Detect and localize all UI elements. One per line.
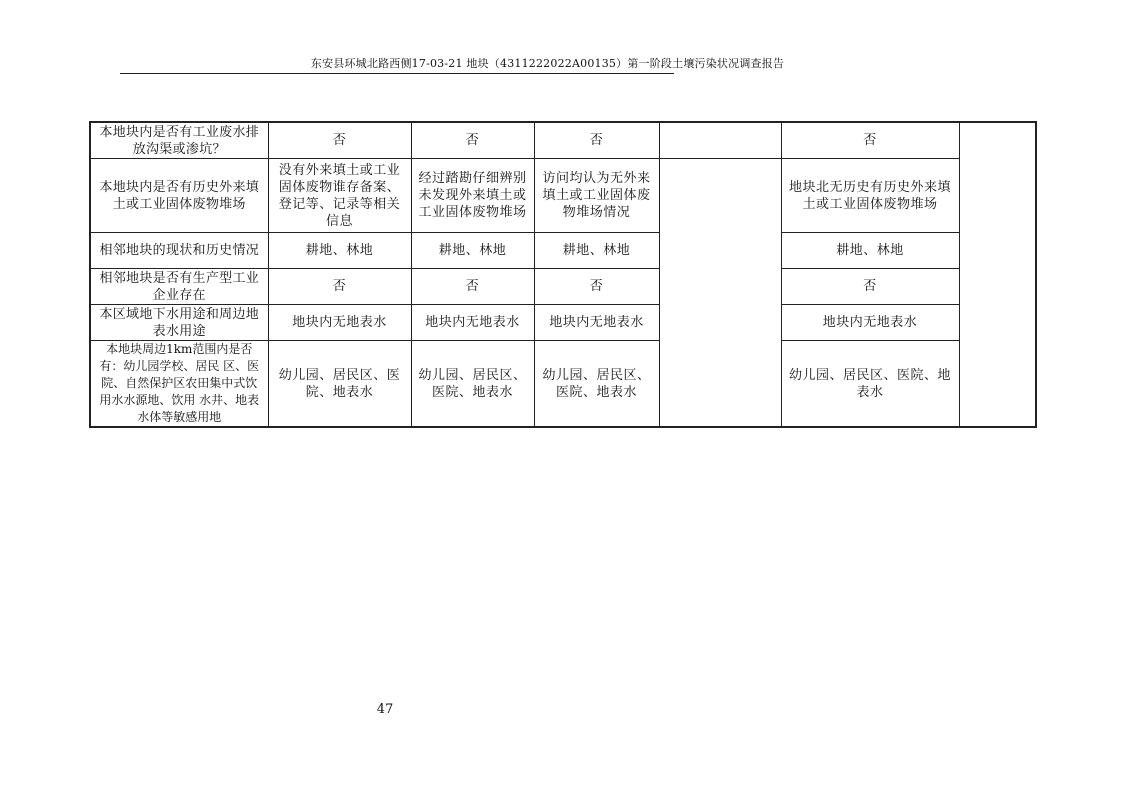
answer-cell: 幼儿园、居民区、医院、地表水 bbox=[534, 341, 659, 428]
answer-cell: 访问均认为无外来填土或工业固体废物堆场情况 bbox=[534, 159, 659, 233]
answer-cell: 幼儿园、居民区、医院、地表水 bbox=[268, 341, 411, 428]
answer-cell: 否 bbox=[781, 269, 959, 305]
question-cell: 本地块内是否有工业废水排放沟渠或渗坑？ bbox=[90, 122, 268, 159]
answer-cell: 否 bbox=[268, 122, 411, 159]
answer-cell: 地块北无历史有历史外来填土或工业固体废物堆场 bbox=[781, 159, 959, 233]
answer-cell: 耕地、林地 bbox=[411, 233, 534, 269]
answer-cell: 否 bbox=[534, 122, 659, 159]
page-header-title: 东安县环城北路西侧17-03-21 地块（4311222022A00135）第一阶段土壤污染状况调查报告 bbox=[310, 57, 785, 70]
table-row bbox=[90, 341, 1036, 428]
header-divider bbox=[120, 73, 674, 74]
table-row bbox=[90, 159, 1036, 233]
answer-cell: 地块内无地表水 bbox=[411, 305, 534, 341]
answer-cell: 地块内无地表水 bbox=[268, 305, 411, 341]
answer-cell: 否 bbox=[411, 269, 534, 305]
table-row bbox=[90, 269, 1036, 305]
question-cell: 本地块内是否有历史外来填土或工业固体废物堆场 bbox=[90, 159, 268, 233]
answer-cell: 地块内无地表水 bbox=[534, 305, 659, 341]
question-cell: 相邻地块的现状和历史情况 bbox=[90, 233, 268, 269]
remarks-cell bbox=[959, 122, 1036, 427]
survey-table bbox=[89, 121, 1037, 428]
answer-cell: 地块内无地表水 bbox=[781, 305, 959, 341]
question-cell: 本区域地下水用途和周边地表水用途 bbox=[90, 305, 268, 341]
answer-cell: 幼儿园、居民区、医院、地表水 bbox=[411, 341, 534, 428]
merged-empty-cell bbox=[659, 159, 781, 428]
answer-cell: 没有外来填土或工业固体废物谁存备案、登记等、记录等相关信息 bbox=[268, 159, 411, 233]
answer-cell: 幼儿园、居民区、医院、地表水 bbox=[781, 341, 959, 428]
page-number: 47 bbox=[376, 702, 394, 717]
answer-cell: 否 bbox=[781, 122, 959, 159]
question-cell: 本地块周边1km范围内是否有：幼儿园学校、居民 区、医院、自然保护区农田集中式饮用水水源地、饮用 水井、地表水体等敏感用地 bbox=[90, 341, 268, 428]
question-cell: 相邻地块是否有生产型工业企业存在 bbox=[90, 269, 268, 305]
table-row bbox=[90, 233, 1036, 269]
table-row bbox=[90, 122, 1036, 159]
empty-cell bbox=[659, 122, 781, 159]
answer-cell: 经过踏勘仔细辨别未发现外来填土或工业固体废物堆场 bbox=[411, 159, 534, 233]
answer-cell: 耕地、林地 bbox=[781, 233, 959, 269]
table-row bbox=[90, 305, 1036, 341]
answer-cell: 否 bbox=[268, 269, 411, 305]
answer-cell: 否 bbox=[411, 122, 534, 159]
answer-cell: 否 bbox=[534, 269, 659, 305]
answer-cell: 耕地、林地 bbox=[268, 233, 411, 269]
answer-cell: 耕地、林地 bbox=[534, 233, 659, 269]
